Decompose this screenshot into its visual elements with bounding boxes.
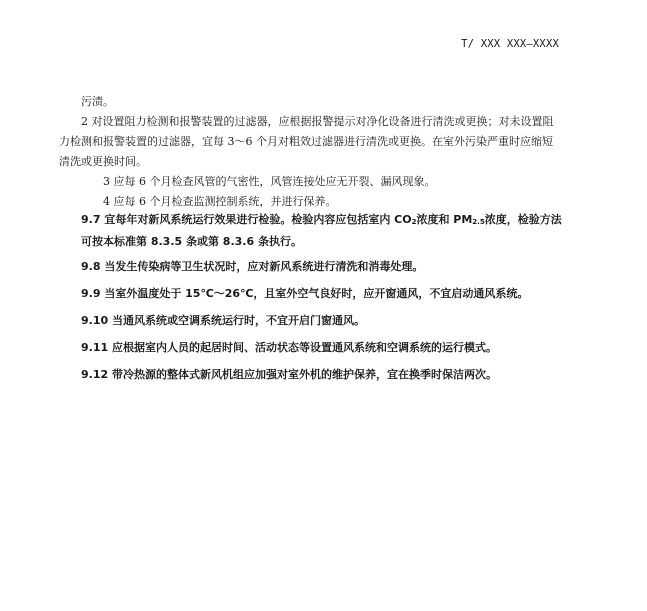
clause-9-7-part1: 9.7 宜每年对新风系统运行效果进行检验。检验内容应包括室内 CO — [81, 213, 412, 226]
clause-9-10: 9.10 当通风系统或空调系统运行时，不宜开启门窗通风。 — [81, 314, 365, 327]
clause-9-6-continuation — [59, 92, 563, 212]
list-item-3: 3 应每 6 个月检查风管的气密性，风管连接处应无开裂、漏风现象。 — [103, 175, 436, 188]
clause-9-7-text — [81, 210, 563, 252]
clause-9-9: 9.9 当室外温度处于 15℃～26℃，且室外空气良好时，应开窗通风，不宜启动通风系统。 — [81, 287, 529, 300]
pm25-subscript: 2.5 — [472, 218, 485, 226]
list-item-2 — [59, 112, 563, 172]
continuation-line: 污渍。 — [81, 95, 114, 108]
document-number: T/ XXX XXX—XXXX — [461, 38, 559, 50]
clause-9-11: 9.11 应根据室内人员的起居时间、活动状态等设置通风系统和空调系统的运行模式。 — [81, 341, 497, 354]
list-item-4: 4 应每 6 个月检查监测控制系统，并进行保养。 — [103, 195, 337, 208]
co2-subscript: 2 — [411, 218, 417, 226]
clause-9-12: 9.12 带冷热源的整体式新风机组应加强对室外机的维护保养，宜在换季时保洁两次。 — [81, 368, 497, 381]
clause-9-7-part3: 浓度，检验方法可按本标准第 8.3.5 条或第 8.3.6 条执行。 — [81, 213, 562, 248]
list-item-2-text: 2 对设置阻力检测和报警装置的过滤器，应根据报警提示对净化设备进行清洗或更换；对未设置阻力检测和报警装置的过滤器，宜每 3～6 个月对粗效过滤器进行清洗或更换。在室外污染严重时应缩短清洗或更换时间。 — [59, 115, 554, 168]
clause-9-8: 9.8 当发生传染病等卫生状况时，应对新风系统进行清洗和消毒处理。 — [81, 260, 424, 273]
clause-9-7-part2: 浓度和 PM — [416, 213, 473, 226]
clause-9-7 — [81, 210, 563, 252]
